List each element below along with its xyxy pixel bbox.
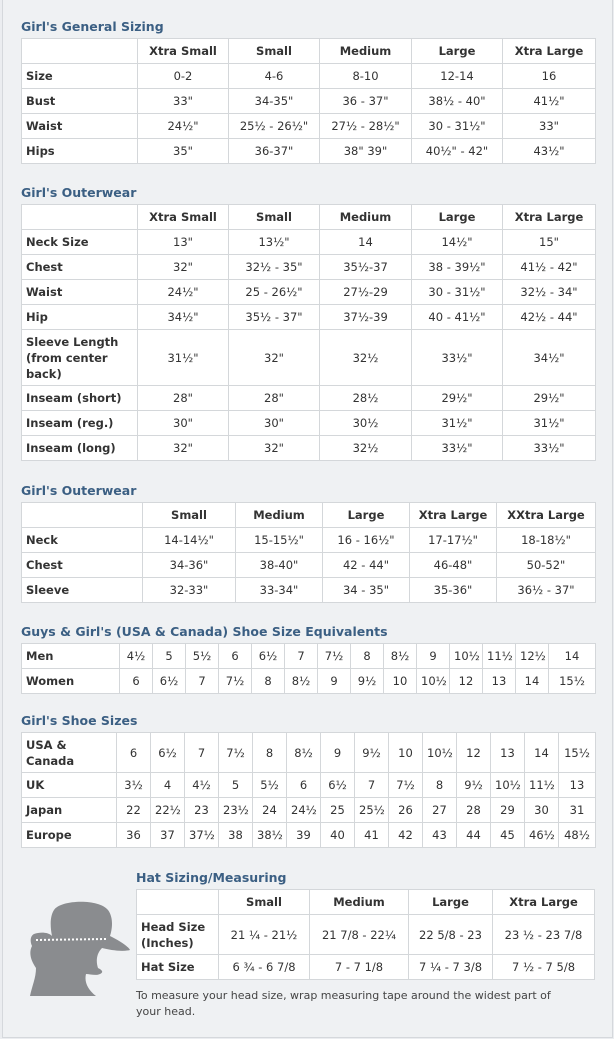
table-cell: 29 xyxy=(491,798,525,823)
row-label: Size xyxy=(22,64,138,89)
table-cell: 36½ - 37" xyxy=(497,578,596,603)
table-cell: 32" xyxy=(229,436,320,461)
table-cell: 31½" xyxy=(138,330,229,386)
table-cell: 8 xyxy=(351,644,384,669)
table-cell: 7½ xyxy=(219,669,252,694)
table-cell: 5 xyxy=(153,644,186,669)
table-cell: 14½" xyxy=(412,230,503,255)
table-cell: 39 xyxy=(287,823,321,848)
table-cell: 30" xyxy=(138,411,229,436)
table-cell: 25½ xyxy=(355,798,389,823)
column-header: Small xyxy=(229,205,320,230)
table-cell: 37½-39 xyxy=(320,305,412,330)
row-label: Europe xyxy=(22,823,117,848)
table-cell: 5½ xyxy=(253,773,287,798)
table-cell: 30" xyxy=(229,411,320,436)
table-cell: 30 - 31½" xyxy=(412,280,503,305)
table-row xyxy=(22,773,596,798)
table-cell: 13½" xyxy=(229,230,320,255)
header-corner-cell xyxy=(22,503,143,528)
table-cell: 34 - 35" xyxy=(323,578,410,603)
table-cell: 32½ xyxy=(320,436,412,461)
table-cell: 22½ xyxy=(151,798,185,823)
table-cell: 33½" xyxy=(503,436,596,461)
table-cell: 13" xyxy=(138,230,229,255)
table-row xyxy=(22,89,596,114)
table-cell: 42½ - 44" xyxy=(503,305,596,330)
table-cell: 25 xyxy=(321,798,355,823)
table-cell: 8½ xyxy=(287,733,321,773)
table-row xyxy=(22,386,596,411)
table-cell: 33-34" xyxy=(236,578,323,603)
table-row xyxy=(22,669,596,694)
table-cell: 9 xyxy=(321,733,355,773)
outerwear-section-1 xyxy=(21,182,596,461)
table-cell: 38-40" xyxy=(236,553,323,578)
row-label: UK xyxy=(22,773,117,798)
table-cell: 7 xyxy=(186,669,219,694)
table-cell: 45 xyxy=(491,823,525,848)
column-header: Xtra Large xyxy=(410,503,497,528)
table-cell: 6 xyxy=(287,773,321,798)
table-cell: 28" xyxy=(138,386,229,411)
table-cell: 42 xyxy=(389,823,423,848)
table-cell: 27½-29 xyxy=(320,280,412,305)
column-header: Large xyxy=(412,39,503,64)
table-cell: 33" xyxy=(503,114,596,139)
header-corner-cell xyxy=(22,39,138,64)
table-cell: 23 xyxy=(185,798,219,823)
table-cell: 34½" xyxy=(503,330,596,386)
table-cell: 24½ xyxy=(287,798,321,823)
row-label: Sleeve xyxy=(22,578,143,603)
row-label: Waist xyxy=(22,114,138,139)
table-cell: 4½ xyxy=(185,773,219,798)
table-cell: 36-37" xyxy=(229,139,320,164)
table-cell: 38 - 39½" xyxy=(412,255,503,280)
column-header: Xtra Small xyxy=(138,39,229,64)
table-cell: 32½ - 35" xyxy=(229,255,320,280)
row-label: USA & Canada xyxy=(22,733,117,773)
table-cell: 24½" xyxy=(138,280,229,305)
table-cell: 16 xyxy=(503,64,596,89)
table-row xyxy=(22,411,596,436)
table-cell: 8-10 xyxy=(320,64,412,89)
table-cell: 25 - 26½" xyxy=(229,280,320,305)
table-cell: 30 xyxy=(525,798,559,823)
table-cell: 7 xyxy=(355,773,389,798)
table-cell: 30½ xyxy=(320,411,412,436)
outerwear-title-1: Girl's Outerwear xyxy=(21,185,137,200)
outerwear-section-2 xyxy=(21,480,596,603)
table-cell: 42 - 44" xyxy=(323,553,410,578)
column-header: Xtra Large xyxy=(503,39,596,64)
table-cell: 4½ xyxy=(120,644,153,669)
column-header: Medium xyxy=(320,205,412,230)
table-cell: 48½ xyxy=(559,823,596,848)
table-cell: 21 7/8 - 22¼ xyxy=(310,915,409,955)
table-cell: 29½" xyxy=(412,386,503,411)
table-cell: 44 xyxy=(457,823,491,848)
row-label: Hat Size xyxy=(137,955,219,980)
hat-head-icon xyxy=(26,896,130,1000)
row-label: Chest xyxy=(22,255,138,280)
table-cell: 14-14½" xyxy=(143,528,236,553)
row-label: Men xyxy=(22,644,120,669)
table-cell: 7½ xyxy=(219,733,253,773)
general-sizing-title: Girl's General Sizing xyxy=(21,19,164,34)
table-cell: 27½ - 28½" xyxy=(320,114,412,139)
hat-sizing-section xyxy=(136,867,595,980)
header-row xyxy=(22,205,596,230)
table-cell: 14 xyxy=(525,733,559,773)
column-header: Medium xyxy=(310,890,409,915)
table-cell: 43½" xyxy=(503,139,596,164)
table-cell: 33" xyxy=(138,89,229,114)
table-row xyxy=(22,255,596,280)
table-cell: 9 xyxy=(318,669,351,694)
table-cell: 33½" xyxy=(412,436,503,461)
shoe-equivalents-table xyxy=(21,643,596,694)
table-cell: 9 xyxy=(417,644,450,669)
table-cell: 26 xyxy=(389,798,423,823)
row-label: Waist xyxy=(22,280,138,305)
hat-sizing-title: Hat Sizing/Measuring xyxy=(136,870,287,885)
table-cell: 21 ¼ - 21½ xyxy=(219,915,310,955)
row-label: Neck xyxy=(22,528,143,553)
table-cell: 7 ¼ - 7 3/8 xyxy=(409,955,493,980)
table-cell: 29½" xyxy=(503,386,596,411)
table-cell: 33½" xyxy=(412,330,503,386)
table-cell: 32½ - 34" xyxy=(503,280,596,305)
table-cell: 12½ xyxy=(516,644,549,669)
header-row xyxy=(22,503,596,528)
table-cell: 24 xyxy=(253,798,287,823)
table-cell: 10½ xyxy=(423,733,457,773)
outerwear-table-1 xyxy=(21,204,596,461)
row-label: Inseam (short) xyxy=(22,386,138,411)
table-row xyxy=(22,733,596,773)
table-row xyxy=(22,114,596,139)
table-cell: 34-36" xyxy=(143,553,236,578)
hat-measure-note: To measure your head size, wrap measuring tape around the widest part of your head. xyxy=(136,989,551,1018)
row-label: Inseam (long) xyxy=(22,436,138,461)
table-cell: 10½ xyxy=(491,773,525,798)
header-corner-cell xyxy=(22,205,138,230)
table-cell: 32½ xyxy=(320,330,412,386)
table-cell: 23½ xyxy=(219,798,253,823)
table-cell: 7½ xyxy=(318,644,351,669)
table-cell: 5½ xyxy=(186,644,219,669)
shoe-sizes-section xyxy=(21,710,596,848)
table-cell: 40 - 41½" xyxy=(412,305,503,330)
table-cell: 22 xyxy=(117,798,151,823)
column-header: Large xyxy=(412,205,503,230)
column-header: Large xyxy=(323,503,410,528)
row-label: Women xyxy=(22,669,120,694)
table-cell: 11½ xyxy=(525,773,559,798)
table-cell: 32" xyxy=(229,330,320,386)
table-cell: 41 xyxy=(355,823,389,848)
row-label: Head Size (Inches) xyxy=(137,915,219,955)
table-cell: 4-6 xyxy=(229,64,320,89)
row-label: Chest xyxy=(22,553,143,578)
row-label: Bust xyxy=(22,89,138,114)
table-cell: 15" xyxy=(503,230,596,255)
table-cell: 15-15½" xyxy=(236,528,323,553)
table-cell: 9½ xyxy=(457,773,491,798)
table-cell: 7½ xyxy=(389,773,423,798)
header-row xyxy=(22,39,596,64)
column-header: Xtra Small xyxy=(138,205,229,230)
table-cell: 10 xyxy=(384,669,417,694)
table-cell: 13 xyxy=(491,733,525,773)
row-label: Sleeve Length (from center back) xyxy=(22,330,138,386)
table-cell: 7 xyxy=(285,644,318,669)
shoe-sizes-title: Girl's Shoe Sizes xyxy=(21,713,138,728)
table-cell: 7 ½ - 7 5/8 xyxy=(493,955,595,980)
table-cell: 32-33" xyxy=(143,578,236,603)
table-cell: 15½ xyxy=(559,733,596,773)
table-cell: 32" xyxy=(138,255,229,280)
table-cell: 12 xyxy=(457,733,491,773)
table-cell: 8 xyxy=(423,773,457,798)
table-cell: 28 xyxy=(457,798,491,823)
table-row xyxy=(22,798,596,823)
table-cell: 31½" xyxy=(503,411,596,436)
table-cell: 35½ - 37" xyxy=(229,305,320,330)
table-cell: 46½ xyxy=(525,823,559,848)
column-header: Small xyxy=(143,503,236,528)
table-cell: 36 - 37" xyxy=(320,89,412,114)
table-cell: 24½" xyxy=(138,114,229,139)
table-cell: 38 xyxy=(219,823,253,848)
table-cell: 6 xyxy=(120,669,153,694)
table-cell: 17-17½" xyxy=(410,528,497,553)
table-cell: 16 - 16½" xyxy=(323,528,410,553)
table-cell: 37 xyxy=(151,823,185,848)
table-cell: 14 xyxy=(516,669,549,694)
header-corner-cell xyxy=(137,890,219,915)
table-cell: 37½ xyxy=(185,823,219,848)
table-cell: 28" xyxy=(229,386,320,411)
table-cell: 41½ - 42" xyxy=(503,255,596,280)
table-cell: 35½-37 xyxy=(320,255,412,280)
table-cell: 43 xyxy=(423,823,457,848)
table-cell: 36 xyxy=(117,823,151,848)
table-cell: 40½" - 42" xyxy=(412,139,503,164)
table-cell: 8½ xyxy=(384,644,417,669)
row-label: Hips xyxy=(22,139,138,164)
table-cell: 4 xyxy=(151,773,185,798)
outerwear-table-2 xyxy=(21,502,596,603)
table-cell: 40 xyxy=(321,823,355,848)
column-header: Xtra Large xyxy=(493,890,595,915)
table-cell: 7 - 7 1/8 xyxy=(310,955,409,980)
table-cell: 0-2 xyxy=(138,64,229,89)
table-cell: 15½ xyxy=(549,669,596,694)
table-cell: 13 xyxy=(559,773,596,798)
column-header: Large xyxy=(409,890,493,915)
table-cell: 50-52" xyxy=(497,553,596,578)
table-row xyxy=(22,436,596,461)
column-header: Small xyxy=(219,890,310,915)
table-row xyxy=(22,578,596,603)
table-cell: 13 xyxy=(483,669,516,694)
general-sizing-section xyxy=(21,16,596,164)
table-cell: 6 ¾ - 6 7/8 xyxy=(219,955,310,980)
row-label: Inseam (reg.) xyxy=(22,411,138,436)
outerwear-title-2: Girl's Outerwear xyxy=(21,483,137,498)
table-cell: 34-35" xyxy=(229,89,320,114)
table-cell: 46-48" xyxy=(410,553,497,578)
table-cell: 10½ xyxy=(417,669,450,694)
table-cell: 8 xyxy=(253,733,287,773)
row-label: Neck Size xyxy=(22,230,138,255)
table-row xyxy=(22,64,596,89)
table-row xyxy=(22,280,596,305)
table-cell: 8½ xyxy=(285,669,318,694)
table-cell: 5 xyxy=(219,773,253,798)
table-cell: 30 - 31½" xyxy=(412,114,503,139)
table-cell: 38" 39" xyxy=(320,139,412,164)
table-cell: 22 5/8 - 23 xyxy=(409,915,493,955)
table-row xyxy=(22,553,596,578)
hat-sizing-table xyxy=(136,889,595,980)
table-cell: 41½" xyxy=(503,89,596,114)
table-row xyxy=(22,644,596,669)
table-cell: 6 xyxy=(117,733,151,773)
table-cell: 38½ - 40" xyxy=(412,89,503,114)
table-cell: 28½ xyxy=(320,386,412,411)
table-cell: 23 ½ - 23 7/8 xyxy=(493,915,595,955)
table-cell: 14 xyxy=(320,230,412,255)
table-cell: 10 xyxy=(389,733,423,773)
table-row xyxy=(22,305,596,330)
table-row xyxy=(22,330,596,386)
table-row xyxy=(22,823,596,848)
table-cell: 32" xyxy=(138,436,229,461)
table-cell: 3½ xyxy=(117,773,151,798)
column-header: XXtra Large xyxy=(497,503,596,528)
shoe-equivalents-section xyxy=(21,621,596,694)
table-row xyxy=(137,955,595,980)
table-cell: 25½ - 26½" xyxy=(229,114,320,139)
column-header: Small xyxy=(229,39,320,64)
shoe-equivalents-title: Guys & Girl's (USA & Canada) Shoe Size Equivalents xyxy=(21,624,388,639)
table-cell: 6½ xyxy=(153,669,186,694)
table-cell: 38½ xyxy=(253,823,287,848)
table-cell: 7 xyxy=(185,733,219,773)
column-header: Medium xyxy=(236,503,323,528)
column-header: Xtra Large xyxy=(503,205,596,230)
table-cell: 9½ xyxy=(355,733,389,773)
table-row xyxy=(22,230,596,255)
table-row xyxy=(137,915,595,955)
table-cell: 6½ xyxy=(151,733,185,773)
table-cell: 6½ xyxy=(321,773,355,798)
column-header: Medium xyxy=(320,39,412,64)
table-cell: 18-18½" xyxy=(497,528,596,553)
table-cell: 14 xyxy=(549,644,596,669)
table-cell: 35-36" xyxy=(410,578,497,603)
table-cell: 10½ xyxy=(450,644,483,669)
row-label: Hip xyxy=(22,305,138,330)
general-sizing-table xyxy=(21,38,596,164)
table-cell: 31 xyxy=(559,798,596,823)
table-row xyxy=(22,139,596,164)
table-cell: 27 xyxy=(423,798,457,823)
table-cell: 6 xyxy=(219,644,252,669)
table-cell: 9½ xyxy=(351,669,384,694)
header-row xyxy=(137,890,595,915)
row-label: Japan xyxy=(22,798,117,823)
table-cell: 11½ xyxy=(483,644,516,669)
table-row xyxy=(22,528,596,553)
table-cell: 6½ xyxy=(252,644,285,669)
table-cell: 35" xyxy=(138,139,229,164)
table-cell: 12-14 xyxy=(412,64,503,89)
shoe-sizes-table xyxy=(21,732,596,848)
table-cell: 34½" xyxy=(138,305,229,330)
table-cell: 8 xyxy=(252,669,285,694)
table-cell: 12 xyxy=(450,669,483,694)
table-cell: 31½" xyxy=(412,411,503,436)
